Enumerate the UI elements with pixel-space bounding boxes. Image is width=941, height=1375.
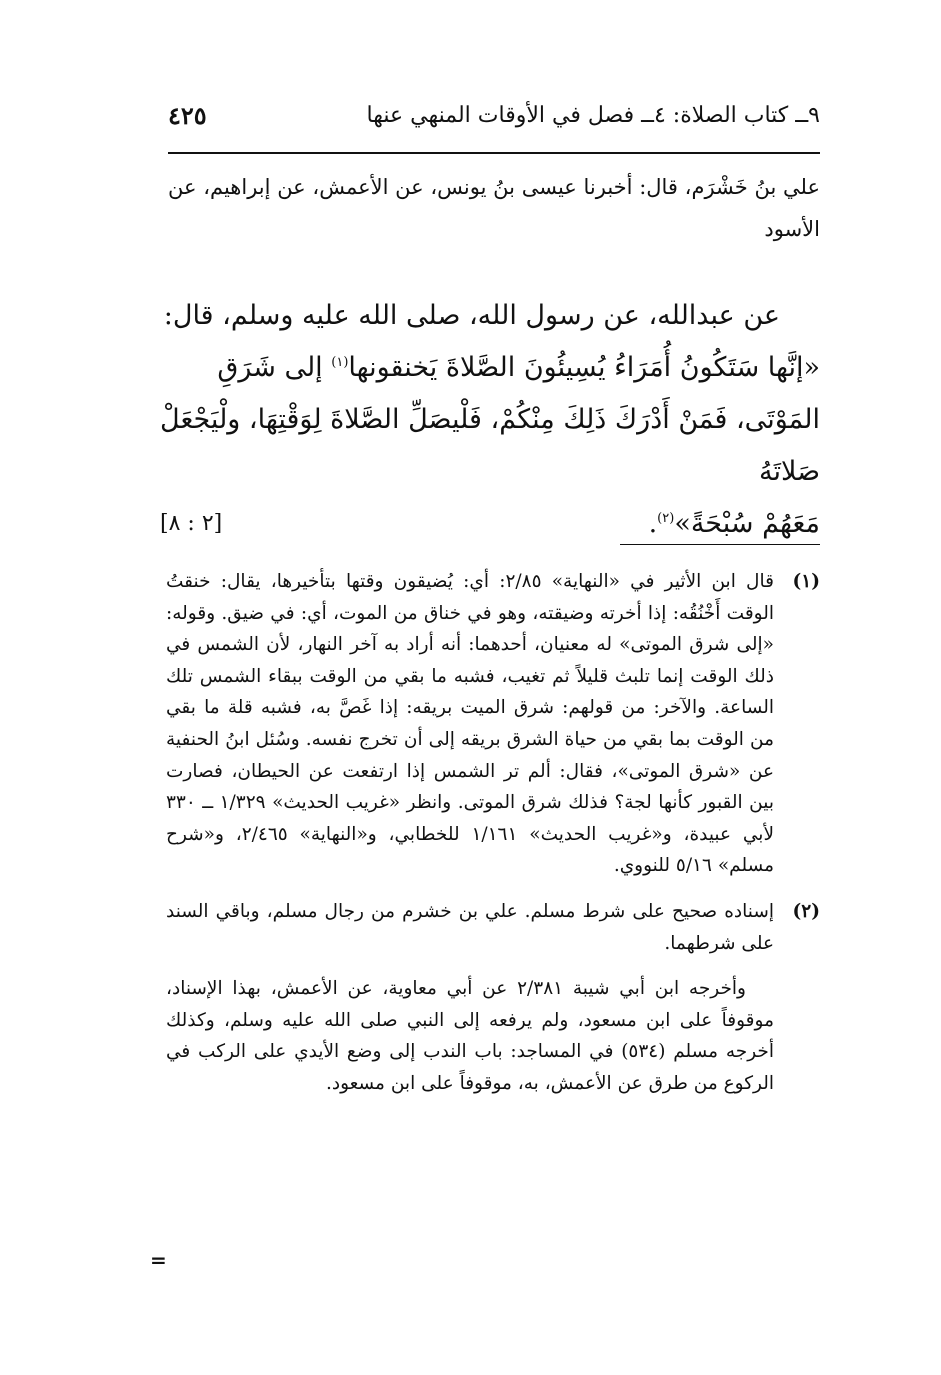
hadith-body [160,290,820,550]
hadith-text-part-3: مَعَهُمْ سُبْحَةً» [674,508,820,539]
footnote-text: قال ابن الأثير في «النهاية» ٢/٨٥: أي: يُضيقون وقتها بتأخيرها، يقال: خنقتُ الوقت أَخْنُقُه: إذا أخرته وضيقته، وهو في خناق من الموت، أي: في ضيق. وقوله: «إلى شرق الموتى» له معنيان، أحدهما: أنه أراد به آخر النهار، لأن الشمس في ذلك الوقت إنما تلبث قليلاً ثم تغيب، فشبه ما بقي من الوقت ببقاء الشمس تلك الساعة. والآخر: من قولهم: شرق الميت بريقه: إذا غَصَّ به، فشبه قلة ما بقي من الوقت بما بقي من حياة الشرق بريقه إلى أن تخرج نفسه. وسُئل ابنُ الحنفية عن «شرق الموتى»، فقال: ألم تر الشمس إذا ارتفعت عن الحيطان، فصارت بين القبور كأنها لجة؟ فذلك شرق الموتى. وانظر «غريب الحديث» ١/٣٢٩ ــ ٣٣٠ لأبي عبيدة، و«غريب الحديث» ١/١٦١ للخطابي، و«النهاية» ٢/٤٦٥، و«شرح مسلم» ٥/١٦ للنووي. [166,571,775,877]
footnote-text: إسناده صحيح على شرط مسلم. علي بن خشرم من رجال مسلم، وباقي السند على شرطهما. [166,900,774,954]
hadith-text-part-2: إلى شَرَقِ المَوْتَى، فَمَنْ أَدْرَكَ ذَلِكَ مِنْكُمْ، فَلْيصَلِّ الصَّلاةَ لِوَقْتِهَا، ولْيَجْعَلْ صَلاتَهُ [160,352,820,487]
footnote-2-paragraph: وأخرجه ابن أبي شيبة ٢/٣٨١ عن أبي معاوية، عن الأعمش، بهذا الإسناد، موقوفاً على ابن مسعود، ولم يرفعه إلى النبي صلى الله عليه وسلم، وكذلك أخرجه مسلم (٥٣٤) في المساجد: باب الندب إلى وضع الأيدي على الركب في الركوع من طرق عن الأعمش، به، موقوفاً على ابن مسعود. [166,978,774,1094]
hadith-reference: [٢ : ٨] [160,511,223,536]
footnote-1 [166,566,820,882]
hadith-text-part-1: «إنَّها سَتَكُونُ أُمَرَاءُ يُسِيئُونَ الصَّلاةَ يَخنقونها [348,352,820,383]
hadith-text-part-4: . [648,508,658,539]
footnotes [166,566,820,1100]
hadith-intro: عن عبدالله، عن رسول الله، صلى الله عليه وسلم، قال: [163,300,780,331]
running-title: ٩ــ كتاب الصلاة: ٤ــ فصل في الأوقات المنهي عنها [366,103,820,128]
footnote-2 [166,896,820,959]
header-rule [168,152,820,154]
hadith-text [160,342,820,498]
footnote-separator [620,544,820,545]
footnote-marker-1[interactable]: (١) [331,355,349,370]
isnad-text: علي بنُ خَشْرَم، قال: أخبرنا عيسى بنُ يونس، عن الأعمش، عن إبراهيم، عن الأسود [168,175,820,241]
hadith-last-line [160,498,820,550]
page-number: ٤٢٥ [168,101,207,130]
continuation-mark: = [150,1248,167,1272]
footnote-number: (١) [792,571,820,592]
footnote-number: (٢) [792,900,820,922]
page-header [168,96,820,136]
isnad-chain [168,166,820,250]
footnote-marker-2[interactable]: (٢) [657,511,675,526]
